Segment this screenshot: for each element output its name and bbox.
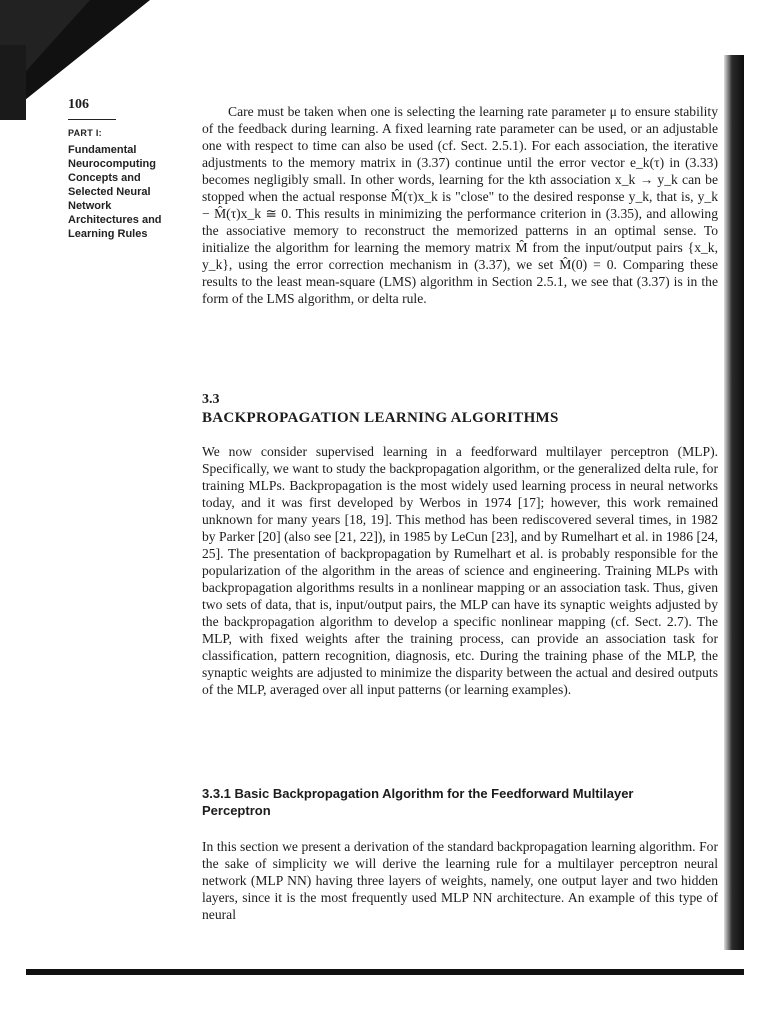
scan-left-gutter (0, 45, 26, 120)
part-label: PART I: (68, 128, 102, 138)
sidebar-line: Architectures and (68, 214, 162, 226)
section-body-paragraph: We now consider supervised learning in a feedforward multilayer perceptron (MLP). Specifically, we want to study the backpropagation algorithm, or the generalized delta rule, for training MLPs. Backpropagation is the most widely used learning process in neural networks today, and it was first developed by Werbos in 1974 [17]; however, this work remained unknown for many years [18, 19]. This method has been rediscovered several times, in 1982 by Parker [20] (also see [21, 22]), in 1985 by LeCun [23], and by Rumelhart et al. in 1986 [24, 25]. The presentation of backpropagation by Rumelhart et al. is probably responsible for the popularization of the algorithm in the areas of science and engineering. Training MLPs with backpropagation algorithms results in a nonlinear mapping or an association task. Thus, given two sets of data, that is, input/output pairs, the MLP can have its synaptic weights adjusted by the backpropagation algorithm to develop a specific nonlinear mapping (cf. Sect. 2.7). The MLP, with fixed weights after the training process, can provide an association task for classification, pattern recognition, diagnosis, etc. During the training phase of the MLP, the synaptic weights are adjusted to minimize the disparity between the actual and desired outputs of the MLP, averaged over all input patterns (or learning examples). (202, 444, 718, 697)
sidebar-line: Fundamental (68, 144, 137, 156)
subsection-body-paragraph: In this section we present a derivation of the standard backpropagation learning algorithm. For the sake of simplicity we will derive the learning rule for a multilayer perceptron neural network (MLP NN) having three layers of weights, namely, one output layer and two hidden layers, since it is the most frequently used MLP NN architecture. An example of this type of neural (202, 839, 718, 922)
section-body-block (202, 443, 718, 698)
subsection-title: 3.3.1 Basic Backpropagation Algorithm for the Feedforward Multilayer Perceptron (202, 786, 634, 818)
scan-binding-edge (724, 55, 744, 950)
sidebar-line: Network (68, 200, 112, 212)
sidebar-line: Concepts and (68, 172, 141, 184)
scan-bottom-edge (26, 969, 744, 975)
intro-paragraph-block (202, 103, 718, 307)
sidebar-line: Neurocomputing (68, 158, 156, 170)
subsection-body-block (202, 838, 718, 923)
sidebar-line: Learning Rules (68, 228, 148, 240)
sidebar-line: Selected Neural (68, 186, 151, 198)
intro-paragraph: Care must be taken when one is selecting the learning rate parameter μ to ensure stability of the feedback during learning. A fixed learning rate parameter can be used, or an adjustable one with respect to time can also be used (cf. Sect. 2.5.1). For each association, the iterative adjustments to the memory matrix in (3.37) continue until the error vector e_k(τ) in (3.33) becomes negligibly small. In other words, learning for the kth association x_k → y_k can be stopped when the actual response M̂(τ)x_k is "close" to the desired response y_k, that is, y_k − M̂(τ)x_k ≅ 0. This results in minimizing the performance criterion in (3.35), and allowing the associative memory to reconstruct the memorized patterns in an optimal sense. To initialize the algorithm for learning the memory matrix M̂ from the input/output pairs {x_k, y_k}, using the error correction mechanism in (3.37), we set M̂(0) = 0. Comparing these results to the least mean-square (LMS) algorithm in Section 2.5.1, we see that (3.37) is in the form of the LMS algorithm, or delta rule. (202, 104, 718, 306)
part-sidebar (68, 126, 186, 241)
page-number: 106 (68, 97, 89, 112)
section-number: 3.3 (202, 392, 220, 407)
section-title: BACKPROPAGATION LEARNING ALGORITHMS (202, 410, 559, 426)
page-number-rule (68, 119, 116, 120)
